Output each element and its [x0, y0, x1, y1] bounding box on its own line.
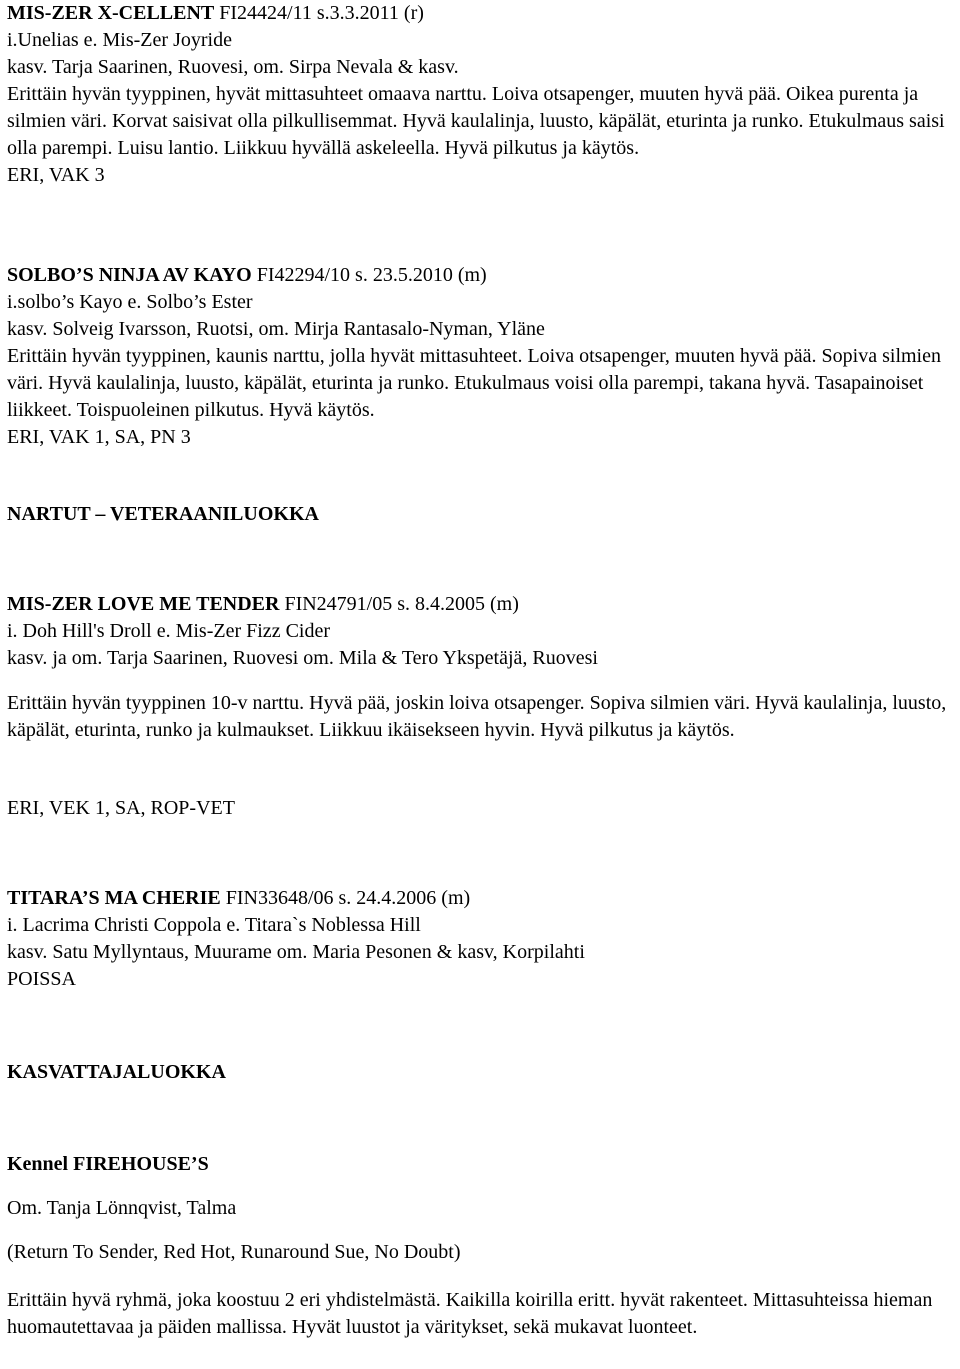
result: POISSA: [7, 968, 76, 990]
critique: Erittäin hyvän tyyppinen 10-v narttu. Hyvä pää, joskin loiva otsapenger. Sopiva silmien väri. Hyvä kaulalinja, luusto, käpälät, eturinta, runko ja kulmaukset. Liikkuu ikäisekseen hyvin. Hyvä pilkutus ja käytös.: [7, 692, 947, 741]
critique: Erittäin hyvän tyyppinen, kaunis narttu, jolla hyvät mittasuhteet. Loiva otsapenger, muuten hyvä pää. Sopiva silmien väri. Hyvä kaulalinja, luusto, käpälät, eturinta ja runko. Etukulmaus voisi olla parempi, takana hyvä. Tasapainoiset liikkeet. Toispuoleinen pilkutus. Hyvä käytös.: [7, 345, 941, 421]
registration: FI42294/10 s. 23.5.2010 (m): [251, 264, 487, 286]
breeder-owner: kasv. Tarja Saarinen, Ruovesi, om. Sirpa Nevala & kasv.: [7, 56, 459, 78]
entry-mis-zer-love-me-tender: [7, 591, 955, 672]
entry-3-critique: [7, 690, 955, 744]
dog-name: TITARA’S MA CHERIE: [7, 887, 221, 909]
parents: i. Lacrima Christi Coppola e. Titara`s Noblessa Hill: [7, 914, 421, 936]
dog-name: SOLBO’S NINJA AV KAYO: [7, 264, 252, 286]
kennel-owner-block: [7, 1195, 955, 1222]
result: ERI, VEK 1, SA, ROP-VET: [7, 797, 235, 819]
kennel-critique-block: [7, 1287, 955, 1341]
dog-name: MIS-ZER LOVE ME TENDER: [7, 593, 280, 615]
breeder-owner: kasv. ja om. Tarja Saarinen, Ruovesi om. Mila & Tero Ykspetäjä, Ruovesi: [7, 647, 598, 669]
result: ERI, VAK 1, SA, PN 3: [7, 426, 191, 448]
entry-header: [7, 885, 955, 912]
dog-name: MIS-ZER X-CELLENT: [7, 2, 215, 24]
kennel-name-block: [7, 1151, 955, 1178]
parents: i. Doh Hill's Droll e. Mis-Zer Fizz Cider: [7, 620, 330, 642]
registration: FI24424/11 s.3.3.2011 (r): [214, 2, 424, 24]
breeder-owner: kasv. Satu Myllyntaus, Muurame om. Maria Pesonen & kasv, Korpilahti: [7, 941, 585, 963]
parents: i.solbo’s Kayo e. Solbo’s Ester: [7, 291, 253, 313]
critique: Erittäin hyvä ryhmä, joka koostuu 2 eri yhdistelmästä. Kaikilla koirilla eritt. hyvät rakenteet. Mittasuhteissa hieman huomautettavaa ja päiden mallissa. Hyvät luustot ja väritykset, sekä mukavat luonteet.: [7, 1289, 933, 1338]
class-heading-veteran: [7, 501, 955, 528]
entry-mis-zer-x-cellent: [7, 0, 955, 189]
kennel-dogs-block: [7, 1239, 955, 1266]
entry-titaras-ma-cherie: [7, 885, 955, 993]
entry-header: [7, 591, 955, 618]
class-heading-breeder: [7, 1059, 955, 1086]
critique: Erittäin hyvän tyyppinen, hyvät mittasuhteet omaava narttu. Loiva otsapenger, muuten hyvä pää. Oikea purenta ja silmien väri. Korvat saisivat olla pilkullisemmat. Hyvä kaulalinja, luusto, käpälät, eturinta ja runko. Etukulmaus saisi olla parempi. Luisu lantio. Liikkuu hyvällä askeleella. Hyvä pilkutus ja käytös.: [7, 83, 945, 159]
section-title: NARTUT – VETERAANILUOKKA: [7, 503, 319, 525]
kennel-dogs: (Return To Sender, Red Hot, Runaround Sue, No Doubt): [7, 1241, 461, 1263]
kennel-name: Kennel FIREHOUSE’S: [7, 1153, 209, 1175]
entry-header: [7, 0, 955, 27]
entry-solbos-ninja-av-kayo: [7, 262, 955, 451]
entry-3-result: [7, 795, 955, 822]
kennel-owner: Om. Tanja Lönnqvist, Talma: [7, 1197, 237, 1219]
breeder-owner: kasv. Solveig Ivarsson, Ruotsi, om. Mirja Rantasalo-Nyman, Yläne: [7, 318, 545, 340]
entry-header: [7, 262, 955, 289]
registration: FIN33648/06 s. 24.4.2006 (m): [220, 887, 471, 909]
result: ERI, VAK 3: [7, 164, 105, 186]
section-title: KASVATTAJALUOKKA: [7, 1061, 226, 1083]
parents: i.Unelias e. Mis-Zer Joyride: [7, 29, 232, 51]
registration: FIN24791/05 s. 8.4.2005 (m): [279, 593, 519, 615]
